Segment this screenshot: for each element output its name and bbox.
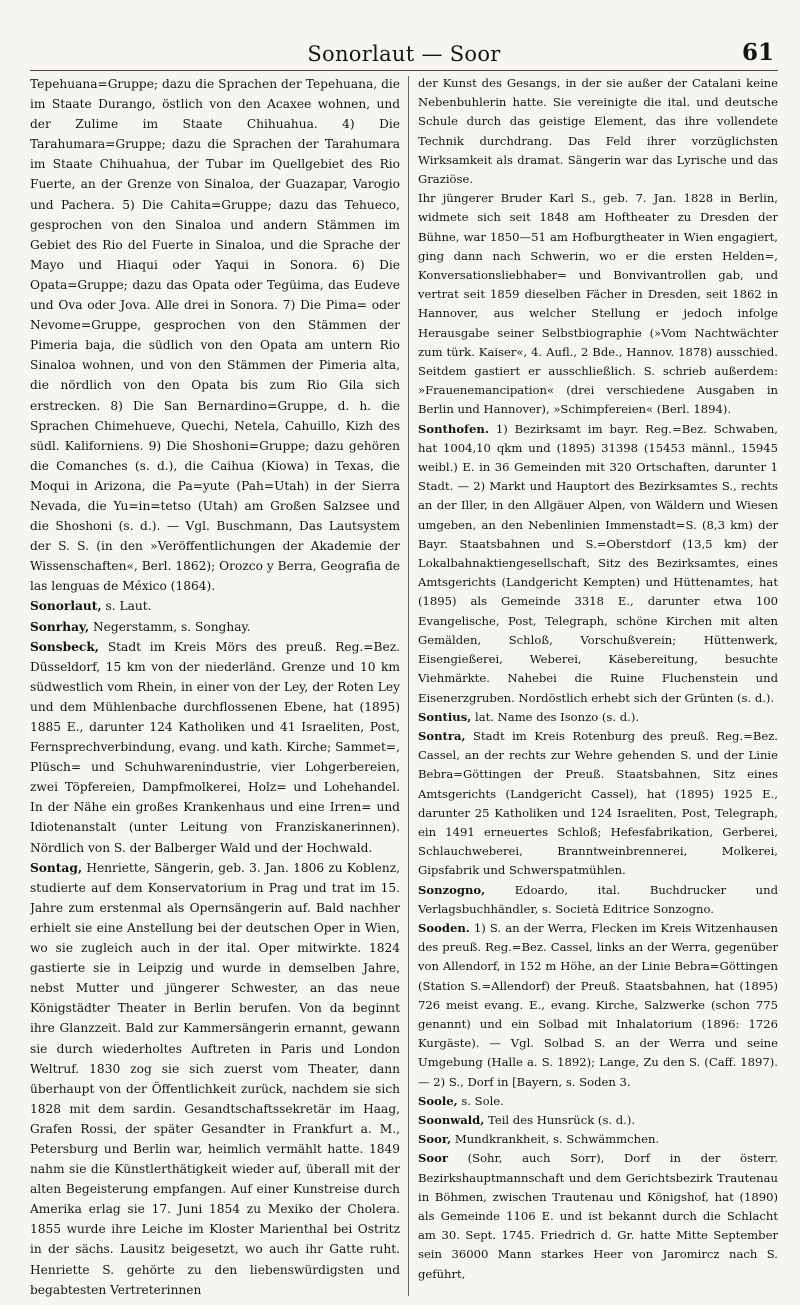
entry-sontag <box>30 858 400 1299</box>
entry-text: Stadt im Kreis Rotenburg des preuß. Reg.=Bez. Cassel, an der rechts zur Wehre gehenden S. und der Linie Bebra=Göttingen der Preuß. Staatsbahnen, Sitz eines Amtsgerichts (Landgericht Cassel), hat (1895) 1925 E., darunter 25 Katholiken und 124 Israeliten, Post, Telegraph, ein 1491 erneuertes Schloß; Hefesfabrikation, Gerberei, Schlauchweberei, Branntweinbrennerei, Molkerei, Gipsfabrik und Schwerspatmühlen. <box>418 728 778 878</box>
entry-karl-sontag <box>418 189 778 419</box>
entry-text: Teil des Hunsrück (s. d.). <box>484 1112 636 1127</box>
entry-sontius <box>418 708 778 727</box>
entry-sonsbeck <box>30 637 400 858</box>
entry-text: (Sohr, auch Sorr), Dorf in der österr. Bezirkshauptmannschaft und dem Gerichtsbezirk Trautenau in Böhmen, zwischen Trautenau und Königshof, hat (1890) als Gemeinde 1106 E. und ist bekannt durch die Schlacht am 30. Sept. 1745. Friedrich d. Gr. hatte Mitte September sein 36000 Mann starkes Heer von Jaromircz nach S. geführt, <box>418 1151 778 1281</box>
entry-text: der Kunst des Gesangs, in der sie außer der Catalani keine Nebenbuhlerin hatte. Sie vereinigte die ital. und deutsche Schule durch das geistige Element, das ihre vollendete Technik durchdrang. Das Feld ihrer vorzüglichsten Wirksamkeit als dramat. Sängerin war das Lyrische und das Graziöse. <box>418 76 778 187</box>
entry-sonzogno <box>418 881 778 919</box>
entry-text: 1) S. an der Werra, Flecken im Kreis Witzenhausen des preuß. Reg.=Bez. Cassel, links an der Werra, gegenüber von Allendorf, in 152 m Höhe, an der Linie Bebra=Göttingen (Station S.=Allendorf) der Preuß. Staatsbahnen, hat (1895) 726 meist evang. E., evang. Kirche, Salzwerke (schon 775 genannt) und ein Solbad mit Inhalatorium (1896: 1726 Kurgäste). — Vgl. Solbad S. an der Werra und seine Umgebung (Halle a. S. 1892); Lange, Zu den S. (Caff. 1897). — 2) S., Dorf in [Bayern, s. Soden 3. <box>418 920 778 1089</box>
entry-soonwald <box>418 1111 778 1130</box>
entry-text: s. Sole. <box>457 1093 504 1108</box>
entry-sontra <box>418 727 778 881</box>
entry-headword: Soor <box>418 1151 448 1166</box>
entry-headword: Sonorlaut, <box>30 599 102 614</box>
entry-headword: Soole, <box>418 1093 458 1108</box>
entry-text: Negerstamm, s. Songhay. <box>89 619 251 634</box>
entry-headword: Sonrhay, <box>30 619 90 634</box>
entry-headword: Sontag, <box>30 860 83 875</box>
entry-headword: Sonsbeck, <box>30 639 100 654</box>
entry-headword: Sontius, <box>418 709 472 724</box>
running-title: Sonorlaut — Soor <box>307 42 501 66</box>
entry-sonorlaut <box>30 596 400 616</box>
right-column <box>418 74 778 1299</box>
entry-continuation <box>30 74 400 596</box>
entry-text: Edoardo, ital. Buchdrucker und Verlagsbuchhändler, s. Società Editrice Sonzogno. <box>418 882 778 916</box>
entry-continuation <box>418 74 778 189</box>
entry-sonrhay <box>30 617 400 637</box>
page-number: 61 <box>741 39 774 66</box>
header-rule <box>30 70 778 71</box>
column-divider <box>408 76 409 1296</box>
entry-headword: Sonthofen. <box>418 421 489 436</box>
entry-soole <box>418 1092 778 1111</box>
entry-headword: Sooden. <box>418 920 470 935</box>
entry-text: Ihr jüngerer Bruder Karl S., geb. 7. Jan. 1828 in Berlin, widmete sich seit 1848 am Hoftheater zu Dresden der Bühne, war 1850—51 am Hofburgtheater in Wien engagiert, ging dann nach Schwerin, wo er die ersten Helden=, Konversationsliebhaber= und Bonvivantrollen gab, und vertrat seit 1859 dieselben Fächer in Dresden, seit 1862 in Hannover, aus welcher Stellung er jedoch infolge Herausgabe seiner Selbstbiographie (»Vom Nachtwächter zum türk. Kaiser«, 4. Aufl., 2 Bde., Hannov. 1878) ausschied. Seitdem gastiert er ausschließlich. S. schrieb außerdem: »Frauenemancipation« (drei verschiedene Ausgaben in Berlin und Hannover), »Schimpfereien« (Berl. 1894). <box>418 191 778 417</box>
left-column <box>30 74 400 1299</box>
entry-text: Stadt im Kreis Mörs des preuß. Reg.=Bez. Düsseldorf, 15 km von der niederländ. Grenze und 10 km südwestlich vom Rhein, in einer von der Ley, der Roten Ley und dem Mühlenbache durchflossenen Ebene, hat (1895) 1885 E., darunter 124 Katholiken und 41 Israeliten, Post, Fernsprechverbindung, evang. und kath. Kirche; Sammet=, Plüsch= und Schuhwarenindustrie, vier Lohgerbereien, zwei Töpfereien, Dampfmolkerei, Holz= und Lohehandel. In der Nähe ein großes Krankenhaus und eine Irren= und Idiotenanstalt (unter Leitung von Franziskanerinnen). Nördlich von S. der Balberger Wald und der Hochwald. <box>30 639 400 855</box>
running-header <box>30 30 778 66</box>
entry-headword: Sonzogno, <box>418 882 486 897</box>
entry-sonthofen <box>418 420 778 708</box>
entry-text: s. Laut. <box>101 599 152 614</box>
entry-sooden <box>418 919 778 1092</box>
entry-text: lat. Name des Isonzo (s. d.). <box>471 709 640 724</box>
entry-text: 1) Bezirksamt im bayr. Reg.=Bez. Schwaben, hat 1004,10 qkm und (1895) 31398 (15453 männl., 15945 weibl.) E. in 36 Gemeinden mit 320 Ortschaften, darunter 1 Stadt. — 2) Markt und Hauptort des Bezirksamtes S., rechts an der Iller, in den Allgäuer Alpen, von Wäldern und Wiesen umgeben, an den Nebenlinien Immenstadt=S. (8,3 km) der Bayr. Staatsbahnen und S.=Oberstdorf (13,5 km) der Lokalbahnaktiengesellschaft, Sitz des Bezirksamtes, eines Amtsgerichts (Landgericht Kempten) und Hüttenamtes, hat (1895) als Gemeinde 3318 E., darunter etwa 100 Evangelische, Post, Telegraph, schöne Kirchen mit alten Gemälden, Schloß, Vorschußverein; Hüttenwerk, Eisengießerei, Weberei, Käsebereitung, besuchte Viehmärkte. Nahebei die Ruine Fluchenstein und Eisenerzgruben. Nordöstlich erhebt sich der Grünten (s. d.). <box>418 421 778 705</box>
entry-soor-dorf <box>418 1149 778 1283</box>
entry-text: Mundkrankheit, s. Schwämmchen. <box>451 1132 660 1147</box>
entry-text: Henriette, Sängerin, geb. 3. Jan. 1806 zu Koblenz, studierte auf dem Konservatorium in Prag und trat im 15. Jahre zum erstenmal als Opernsängerin auf. Bald nachher erhielt sie eine Anstellung bei der deutschen Oper in Wien, wo sie zugleich auch in der ital. Oper mitwirkte. 1824 gastierte sie in Leipzig und wurde in demselben Jahre, nebst Mutter und jüngerer Schwester, an das neue Königstädter Theater in Berlin berufen. Von da beginnt ihre Glanzzeit. Bald zur Kammersängerin ernannt, gewann sie durch wiederholtes Auftreten in Paris und London Weltruf. 1830 zog sie sich zuerst vom Theater, dann überhaupt von der Öffentlichkeit zurück, nachdem sie sich 1828 mit dem sardin. Gesandtschaftssekretär im Haag, Grafen Rossi, der später Gesandter in Frankfurt a. M., Petersburg und Berlin war, heimlich vermählt hatte. 1849 nahm sie die Künstlerthätigkeit wieder auf, überall mit der alten Begeisterung empfangen. Auf einer Kunstreise durch Amerika erlag sie 17. Juni 1854 zu Mexiko der Cholera. 1855 wurde ihre Leiche im Kloster Marienthal bei Ostritz in der sächs. Lausitz beigesetzt, wo auch ihr Gatte ruht. Henriette S. gehörte zu den liebenswürdigsten und begabtesten Vertreterinnen <box>30 860 400 1297</box>
entry-headword: Soor, <box>418 1132 452 1147</box>
entry-headword: Soonwald, <box>418 1112 485 1127</box>
entry-soor-krankheit <box>418 1130 778 1149</box>
entry-headword: Sontra, <box>418 728 466 743</box>
entry-text: Tepehuana=Gruppe; dazu die Sprachen der Tepehuana, die im Staate Durango, östlich von den Acaxee wohnen, und der Zulime im Staate Chihuahua. 4) Die Tarahumara=Gruppe; dazu die Sprachen der Tarahumara im Staate Chihuahua, der Tubar im Quellgebiet des Rio Fuerte, an der Grenze von Sinaloa, der Guazapar, Varogio und Pachera. 5) Die Cahita=Gruppe; dazu das Tehueco, gesprochen von den Sinaloa und andern Stämmen im Gebiet des Rio del Fuerte in Sinaloa, und die Sprache der Mayo und Hiaqui oder Yaqui in Sonora. 6) Die Opata=Gruppe; dazu das Opata oder Tegüima, das Eudeve und Ova oder Jova. Alle drei in Sonora. 7) Die Pima= oder Nevome=Gruppe, gesprochen von den Stämmen der Pimeria baja, die südlich von den Opata am untern Rio Sinaloa wohnen, und von den Stämmen der Pimeria alta, die nördlich von den Opata bis zum Rio Gila sich erstrecken. 8) Die San Bernardino=Gruppe, d. h. die Sprachen Chimehueve, Quechi, Netela, Cahuillo, Kizh des südl. Kaliforniens. 9) Die Shoshoni=Gruppe; dazu gehören die Comanches (s. d.), die Caihua (Kiowa) in Texas, die Moqui in Arizona, die Pa=yute (Pah=Utah) in der Sierra Nevada, die Yu=in=tetso (Utah) am Großen Salzsee und die Shoshoni (s. d.). — Vgl. Buschmann, Das Lautsystem der S. S. (in den »Veröffentlichungen der Akademie der Wissenschaften«, Berl. 1862); Orozco y Berra, Geografia de las lenguas de México (1864). <box>30 77 400 594</box>
